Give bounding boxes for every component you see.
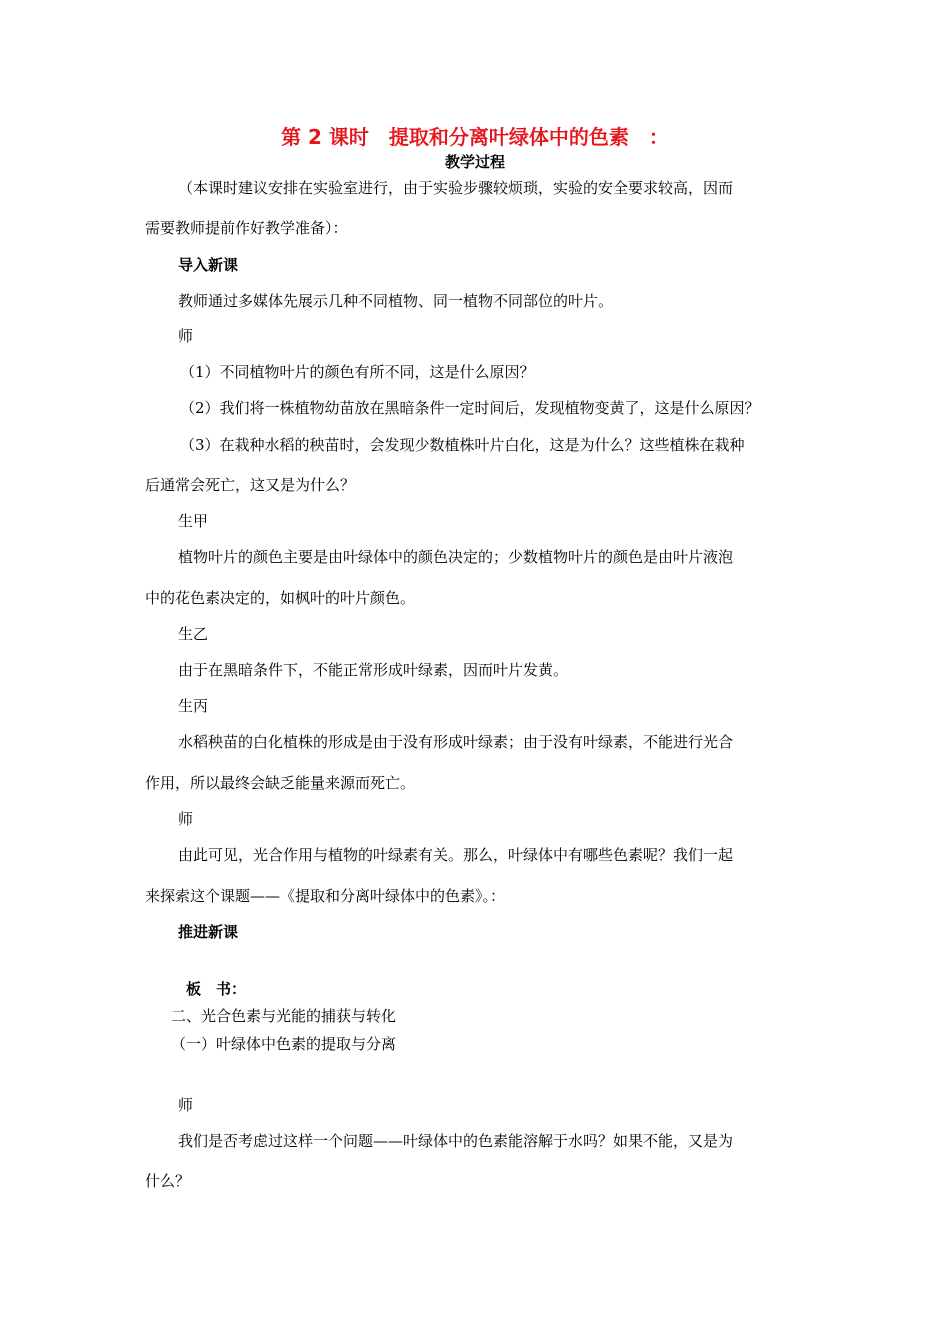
answer-c-line-1: 水稻秧苗的白化植株的形成是由于没有形成叶绿素；由于没有叶绿素，不能进行光合 bbox=[178, 733, 734, 751]
speaker-student-a: 生甲 bbox=[178, 512, 209, 530]
speaker-student-c: 生丙 bbox=[178, 697, 209, 715]
question-2: （2）我们将一株植物幼苗放在黑暗条件一定时间后，发现植物变黄了，这是什么原因？ bbox=[180, 399, 760, 417]
board-label: 板 书： bbox=[186, 980, 247, 998]
speaker-teacher: 师 bbox=[178, 810, 194, 828]
section-heading-intro: 导入新课 bbox=[178, 256, 239, 274]
teacher-question-line-2: 什么？ bbox=[145, 1172, 191, 1190]
answer-a-line-2: 中的花色素决定的，如枫叶的叶片颜色。 bbox=[145, 589, 416, 607]
board-line-2: （一）叶绿体中色素的提取与分离 bbox=[171, 1035, 397, 1053]
intro-paragraph: 教师通过多媒体先展示几种不同植物、同一植物不同部位的叶片。 bbox=[178, 292, 614, 310]
teacher-remark-line-1: 由此可见，光合作用与植物的叶绿素有关。那么，叶绿体中有哪些色素呢？我们一起 bbox=[178, 846, 734, 864]
speaker-teacher: 师 bbox=[178, 327, 194, 345]
section-heading-advance: 推进新课 bbox=[178, 923, 239, 941]
answer-c-line-2: 作用，所以最终会缺乏能量来源而死亡。 bbox=[145, 774, 416, 792]
document-subtitle: 教学过程 bbox=[444, 153, 505, 171]
speaker-teacher: 师 bbox=[178, 1096, 194, 1114]
note-line-1: （本课时建议安排在实验室进行，由于实验步骤较烦琐，实验的安全要求较高，因而 bbox=[178, 179, 734, 197]
note-line-2: 需要教师提前作好教学准备）： bbox=[145, 219, 348, 237]
answer-a-line-1: 植物叶片的颜色主要是由叶绿体中的颜色决定的；少数植物叶片的颜色是由叶片液泡 bbox=[178, 548, 734, 566]
board-line-1: 二、光合色素与光能的捕获与转化 bbox=[171, 1007, 397, 1025]
teacher-remark-line-2: 来探索这个课题——《提取和分离叶绿体中的色素》。： bbox=[145, 887, 506, 905]
question-1: （1）不同植物叶片的颜色有所不同，这是什么原因？ bbox=[180, 363, 535, 381]
question-3-line-2: 后通常会死亡，这又是为什么？ bbox=[145, 476, 356, 494]
teacher-question-line-1: 我们是否考虑过这样一个问题——叶绿体中的色素能溶解于水吗？如果不能，又是为 bbox=[178, 1132, 734, 1150]
speaker-student-b: 生乙 bbox=[178, 625, 209, 643]
question-3-line-1: （3）在栽种水稻的秧苗时，会发现少数植株叶片白化，这是为什么？这些植株在栽种 bbox=[180, 436, 745, 454]
document-title: 第 2 课时 提取和分离叶绿体中的色素 ： bbox=[281, 125, 669, 149]
answer-b: 由于在黑暗条件下，不能正常形成叶绿素，因而叶片发黄。 bbox=[178, 661, 569, 679]
